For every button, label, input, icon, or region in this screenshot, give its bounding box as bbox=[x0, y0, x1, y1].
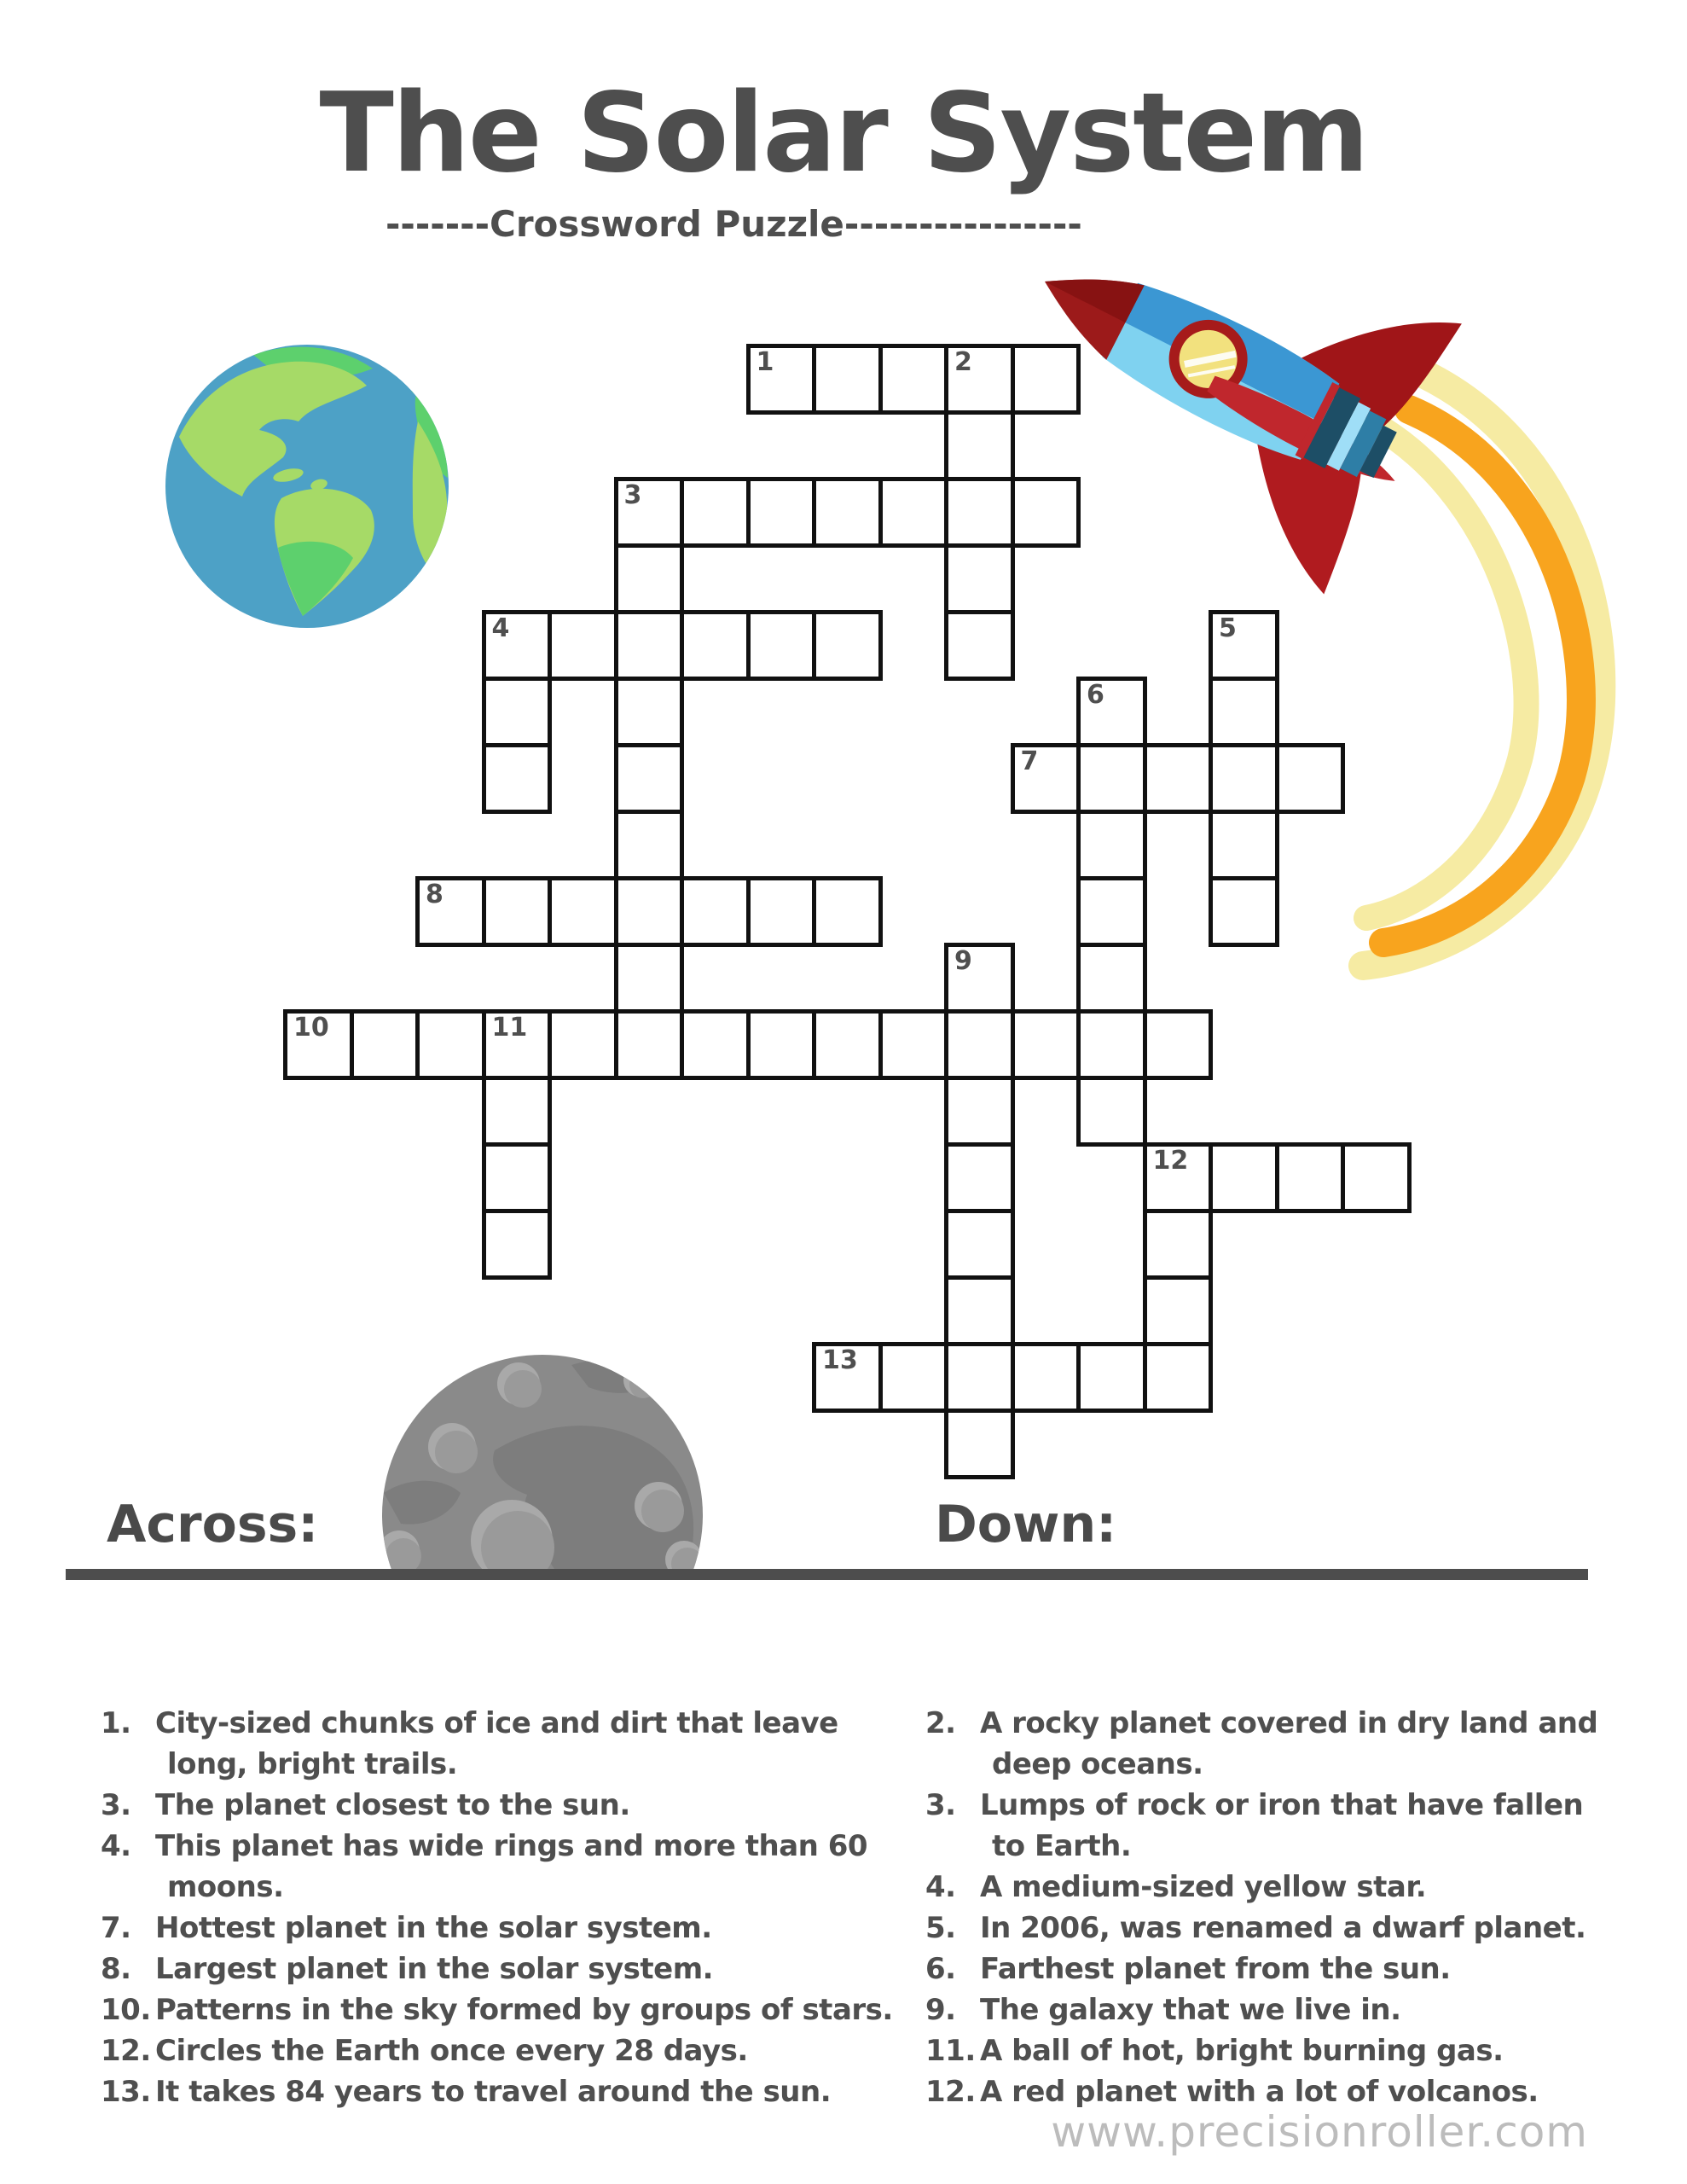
grid-cell[interactable] bbox=[878, 1342, 949, 1413]
clue-text-line: The planet closest to the sun. bbox=[155, 1788, 630, 1822]
grid-cell[interactable] bbox=[1011, 344, 1081, 415]
grid-cell[interactable] bbox=[614, 543, 685, 614]
clue-item bbox=[101, 1826, 902, 1908]
grid-cell[interactable] bbox=[944, 610, 1015, 681]
clue-item bbox=[101, 1949, 902, 1989]
grid-cell-number: 13 bbox=[822, 1345, 858, 1375]
section-divider bbox=[66, 1569, 1588, 1580]
clue-number: 3. bbox=[925, 1788, 956, 1822]
down-heading: Down: bbox=[935, 1495, 1117, 1554]
clue-number: 8. bbox=[101, 1952, 131, 1986]
down-clue-list bbox=[925, 1703, 1659, 2112]
grid-cell[interactable] bbox=[746, 477, 817, 548]
clue-item bbox=[925, 1867, 1659, 1908]
clue-text-line: A red planet with a lot of volcanos. bbox=[980, 2075, 1539, 2109]
grid-cell[interactable] bbox=[482, 1009, 553, 1080]
clue-text-line: In 2006, was renamed a dwarf planet. bbox=[980, 1911, 1586, 1945]
grid-cell[interactable] bbox=[1341, 1142, 1412, 1213]
across-clue-list bbox=[101, 1703, 902, 2112]
grid-cell[interactable] bbox=[614, 610, 685, 681]
grid-cell[interactable] bbox=[1209, 1142, 1279, 1213]
clue-number: 12. bbox=[925, 2075, 976, 2109]
clue-text-line: Patterns in the sky formed by groups of stars. bbox=[155, 1993, 893, 2027]
moon-icon bbox=[375, 1348, 708, 1569]
grid-cell[interactable] bbox=[415, 1009, 486, 1080]
grid-cell[interactable] bbox=[1076, 743, 1147, 814]
grid-cell[interactable] bbox=[1143, 1342, 1214, 1413]
grid-cell[interactable] bbox=[614, 876, 685, 947]
grid-cell-number: 9 bbox=[954, 946, 972, 976]
grid-cell[interactable] bbox=[1209, 743, 1279, 814]
grid-cell[interactable] bbox=[944, 477, 1015, 548]
clue-item bbox=[101, 1703, 902, 1785]
clue-number: 12. bbox=[101, 2034, 151, 2068]
grid-cell-number: 12 bbox=[1152, 1146, 1189, 1176]
clue-text-line: Hottest planet in the solar system. bbox=[155, 1911, 712, 1945]
clue-text-line: to Earth. bbox=[992, 1829, 1132, 1863]
clue-text-line: A ball of hot, bright burning gas. bbox=[980, 2034, 1504, 2068]
clue-text-line: City-sized chunks of ice and dirt that leave bbox=[155, 1706, 838, 1740]
clue-text-line: moons. bbox=[167, 1870, 284, 1904]
grid-cell[interactable] bbox=[482, 677, 553, 747]
grid-cell[interactable] bbox=[1275, 743, 1346, 814]
across-heading: Across: bbox=[107, 1495, 319, 1554]
grid-cell[interactable] bbox=[944, 410, 1015, 481]
clue-text-line: long, bright trails. bbox=[167, 1747, 458, 1781]
clue-text-line: It takes 84 years to travel around the sun. bbox=[155, 2075, 832, 2109]
page-subtitle: -------Crossword Puzzle---------------- bbox=[386, 203, 1082, 245]
grid-cell[interactable] bbox=[1076, 1342, 1147, 1413]
grid-cell[interactable] bbox=[944, 344, 1015, 415]
grid-cell[interactable] bbox=[350, 1009, 420, 1080]
grid-cell[interactable] bbox=[944, 1409, 1015, 1479]
grid-cell[interactable] bbox=[1143, 1209, 1214, 1280]
grid-cell[interactable] bbox=[746, 876, 817, 947]
grid-cell[interactable] bbox=[1076, 1076, 1147, 1147]
clue-number: 3. bbox=[101, 1788, 131, 1822]
page-title: The Solar System bbox=[319, 70, 1368, 197]
clue-item bbox=[925, 1785, 1659, 1867]
grid-cell-number: 4 bbox=[491, 613, 510, 643]
grid-cell[interactable] bbox=[1011, 1342, 1081, 1413]
clue-item bbox=[925, 1703, 1659, 1785]
clue-item bbox=[101, 2071, 902, 2112]
grid-cell[interactable] bbox=[482, 1142, 553, 1213]
clue-text-line: Farthest planet from the sun. bbox=[980, 1952, 1451, 1986]
grid-cell[interactable] bbox=[812, 876, 883, 947]
grid-cell[interactable] bbox=[812, 344, 883, 415]
grid-cell[interactable] bbox=[614, 677, 685, 747]
clue-text-line: A rocky planet covered in dry land and bbox=[980, 1706, 1598, 1740]
clue-item bbox=[925, 2071, 1659, 2112]
grid-cell[interactable] bbox=[1011, 743, 1081, 814]
grid-cell[interactable] bbox=[548, 876, 618, 947]
grid-cell-number: 10 bbox=[293, 1013, 329, 1043]
clue-text-line: deep oceans. bbox=[992, 1747, 1203, 1781]
clue-number: 1. bbox=[101, 1706, 131, 1740]
watermark: www.precisionroller.com bbox=[1051, 2107, 1588, 2157]
grid-cell[interactable] bbox=[944, 543, 1015, 614]
grid-cell[interactable] bbox=[1076, 810, 1147, 880]
grid-cell-number: 1 bbox=[756, 347, 774, 377]
grid-cell[interactable] bbox=[482, 610, 553, 681]
clue-text-line: The galaxy that we live in. bbox=[980, 1993, 1401, 2027]
clue-number: 10. bbox=[101, 1993, 151, 2027]
grid-cell[interactable] bbox=[1143, 1275, 1214, 1346]
grid-cell[interactable] bbox=[1209, 810, 1279, 880]
grid-cell[interactable] bbox=[1143, 1142, 1214, 1213]
clue-item bbox=[101, 2030, 902, 2071]
grid-cell-number: 11 bbox=[491, 1013, 528, 1043]
clue-text-line: Lumps of rock or iron that have fallen bbox=[980, 1788, 1584, 1822]
grid-cell[interactable] bbox=[614, 743, 685, 814]
grid-cell[interactable] bbox=[482, 876, 553, 947]
grid-cell[interactable] bbox=[944, 1275, 1015, 1346]
grid-cell[interactable] bbox=[614, 477, 685, 548]
clue-text-line: Circles the Earth once every 28 days. bbox=[155, 2034, 748, 2068]
grid-cell[interactable] bbox=[614, 810, 685, 880]
grid-cell[interactable] bbox=[812, 477, 883, 548]
clue-number: 4. bbox=[925, 1870, 956, 1904]
grid-cell[interactable] bbox=[1143, 1009, 1214, 1080]
grid-cell[interactable] bbox=[746, 610, 817, 681]
grid-cell[interactable] bbox=[1275, 1142, 1346, 1213]
grid-cell[interactable] bbox=[944, 1009, 1015, 1080]
grid-cell[interactable] bbox=[482, 743, 553, 814]
grid-cell[interactable] bbox=[680, 477, 751, 548]
grid-cell[interactable] bbox=[746, 344, 817, 415]
grid-cell[interactable] bbox=[1076, 943, 1147, 1014]
grid-cell[interactable] bbox=[878, 477, 949, 548]
grid-cell[interactable] bbox=[614, 943, 685, 1014]
grid-cell[interactable] bbox=[680, 1009, 751, 1080]
clue-item bbox=[925, 1989, 1659, 2030]
grid-cell[interactable] bbox=[1011, 1009, 1081, 1080]
grid-cell[interactable] bbox=[944, 1342, 1015, 1413]
clue-item bbox=[925, 1949, 1659, 1989]
clue-number: 7. bbox=[101, 1911, 131, 1945]
clue-number: 4. bbox=[101, 1829, 131, 1863]
clue-item bbox=[925, 2030, 1659, 2071]
grid-cell-number: 7 bbox=[1020, 746, 1039, 776]
grid-cell[interactable] bbox=[614, 1009, 685, 1080]
grid-cell[interactable] bbox=[548, 1009, 618, 1080]
grid-cell[interactable] bbox=[1209, 876, 1279, 947]
crossword-grid bbox=[283, 344, 1412, 1479]
grid-cell[interactable] bbox=[1209, 610, 1279, 681]
clue-item bbox=[101, 1989, 902, 2030]
grid-cell[interactable] bbox=[1076, 876, 1147, 947]
grid-cell[interactable] bbox=[1011, 477, 1081, 548]
clue-item bbox=[101, 1785, 902, 1826]
grid-cell[interactable] bbox=[1143, 743, 1214, 814]
grid-cell[interactable] bbox=[944, 1209, 1015, 1280]
clue-text-line: This planet has wide rings and more than 60 bbox=[155, 1829, 868, 1863]
grid-cell[interactable] bbox=[812, 1342, 883, 1413]
grid-cell[interactable] bbox=[944, 1142, 1015, 1213]
grid-cell[interactable] bbox=[283, 1009, 354, 1080]
grid-cell[interactable] bbox=[878, 1009, 949, 1080]
grid-cell-number: 2 bbox=[954, 347, 972, 377]
clue-number: 2. bbox=[925, 1706, 956, 1740]
grid-cell-number: 3 bbox=[623, 480, 642, 510]
grid-cell[interactable] bbox=[812, 610, 883, 681]
grid-cell[interactable] bbox=[746, 1009, 817, 1080]
grid-cell[interactable] bbox=[1209, 677, 1279, 747]
clue-item bbox=[101, 1908, 902, 1949]
clue-item bbox=[925, 1908, 1659, 1949]
grid-cell[interactable] bbox=[812, 1009, 883, 1080]
grid-cell[interactable] bbox=[482, 1209, 553, 1280]
grid-cell[interactable] bbox=[482, 1076, 553, 1147]
clue-number: 9. bbox=[925, 1993, 956, 2027]
grid-cell[interactable] bbox=[680, 876, 751, 947]
grid-cell[interactable] bbox=[1076, 677, 1147, 747]
clue-text-line: Largest planet in the solar system. bbox=[155, 1952, 714, 1986]
clue-number: 11. bbox=[925, 2034, 976, 2068]
grid-cell-number: 5 bbox=[1219, 613, 1237, 643]
grid-cell[interactable] bbox=[878, 344, 949, 415]
grid-cell[interactable] bbox=[944, 943, 1015, 1014]
grid-cell-number: 8 bbox=[426, 880, 443, 909]
clue-number: 5. bbox=[925, 1911, 956, 1945]
clue-text-line: A medium-sized yellow star. bbox=[980, 1870, 1427, 1904]
grid-cell[interactable] bbox=[944, 1076, 1015, 1147]
clue-number: 13. bbox=[101, 2075, 151, 2109]
grid-cell[interactable] bbox=[548, 610, 618, 681]
grid-cell[interactable] bbox=[1076, 1009, 1147, 1080]
grid-cell[interactable] bbox=[415, 876, 486, 947]
grid-cell-number: 6 bbox=[1087, 680, 1104, 710]
clue-number: 6. bbox=[925, 1952, 956, 1986]
grid-cell[interactable] bbox=[680, 610, 751, 681]
